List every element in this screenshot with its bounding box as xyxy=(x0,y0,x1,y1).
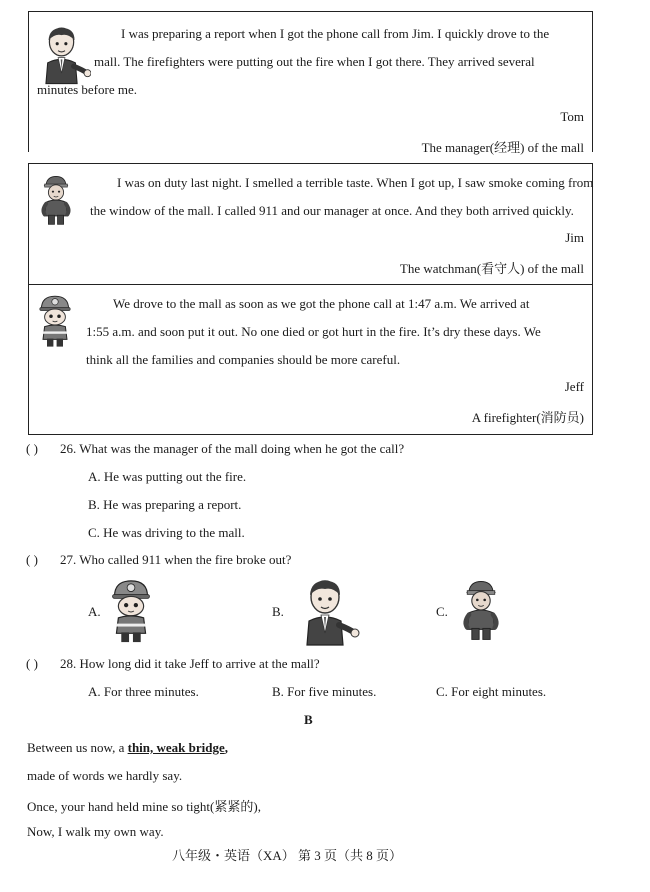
option-28-b[interactable]: B. For five minutes. xyxy=(272,684,377,699)
statement-line: the window of the mall. I called 911 and our manager at once. And they both arrived quickly. xyxy=(90,203,574,218)
manager-option-icon[interactable] xyxy=(298,577,360,647)
speaker-name: Jim xyxy=(565,230,584,245)
poem-emphasis: thin, weak bridge xyxy=(127,740,225,755)
statement-line: minutes before me. xyxy=(37,82,137,97)
option-28-a[interactable]: A. For three minutes. xyxy=(88,684,199,699)
speaker-name: Jeff xyxy=(564,379,584,394)
speaker-role: The manager(经理) of the mall xyxy=(421,140,584,155)
statement-line: 1:55 a.m. and soon put it out. No one died or got hurt in the fire. It’s dry these days. We xyxy=(86,324,541,339)
option-26-b[interactable]: B. He was preparing a report. xyxy=(88,497,242,512)
poem-line-2: made of words we hardly say. xyxy=(27,768,183,783)
option-27-a[interactable]: A. xyxy=(88,604,101,619)
poem-line-4: Now, I walk my own way. xyxy=(27,824,164,839)
watchman-avatar-icon xyxy=(37,172,75,228)
poem-line-3: Once, your hand held mine so tight(紧紧的), xyxy=(27,799,261,814)
statement-line: think all the families and companies should be more careful. xyxy=(86,352,401,367)
statement-tom xyxy=(28,11,593,155)
page-footer: 八年级・英语（XA） 第 3 页（共 8 页） xyxy=(172,848,403,863)
option-26-c[interactable]: C. He was driving to the mall. xyxy=(88,525,245,540)
question-27: 27. Who called 911 when the fire broke out? xyxy=(60,552,292,567)
section-heading: B xyxy=(304,712,313,727)
poem-line-1 xyxy=(27,740,228,756)
option-27-c[interactable]: C. xyxy=(436,604,448,619)
firefighter-option-icon[interactable] xyxy=(106,577,156,645)
statement-jeff xyxy=(28,284,593,435)
watchman-option-icon[interactable] xyxy=(458,576,504,644)
speaker-role: The watchman(看守人) of the mall xyxy=(399,261,584,276)
question-28: 28. How long did it take Jeff to arrive at the mall? xyxy=(60,656,320,671)
poem-line-1-suffix: , xyxy=(224,740,229,755)
firefighter-avatar-icon xyxy=(35,293,75,349)
speaker-role: A firefighter(消防员) xyxy=(471,410,584,425)
statement-line: We drove to the mall as soon as we got the phone call at 1:47 a.m. We arrived at xyxy=(113,296,530,311)
poem-line-1-prefix: Between us now, a xyxy=(27,740,128,755)
answer-blank-26[interactable]: ( ) xyxy=(26,441,38,456)
question-26: 26. What was the manager of the mall doing when he got the call? xyxy=(60,441,405,456)
statement-line: I was on duty last night. I smelled a terrible taste. When I got up, I saw smoke coming from xyxy=(117,175,594,190)
statement-line: I was preparing a report when I got the phone call from Jim. I quickly drove to the xyxy=(121,26,550,41)
statement-line: mall. The firefighters were putting out the fire when I got there. They arrived several xyxy=(94,54,535,69)
answer-blank-27[interactable]: ( ) xyxy=(26,552,38,567)
option-28-c[interactable]: C. For eight minutes. xyxy=(436,684,547,699)
statement-jim xyxy=(28,163,593,284)
option-27-b[interactable]: B. xyxy=(272,604,284,619)
manager-avatar-icon xyxy=(39,24,91,86)
option-26-a[interactable]: A. He was putting out the fire. xyxy=(88,469,247,484)
answer-blank-28[interactable]: ( ) xyxy=(26,656,38,671)
speaker-name: Tom xyxy=(560,109,584,124)
